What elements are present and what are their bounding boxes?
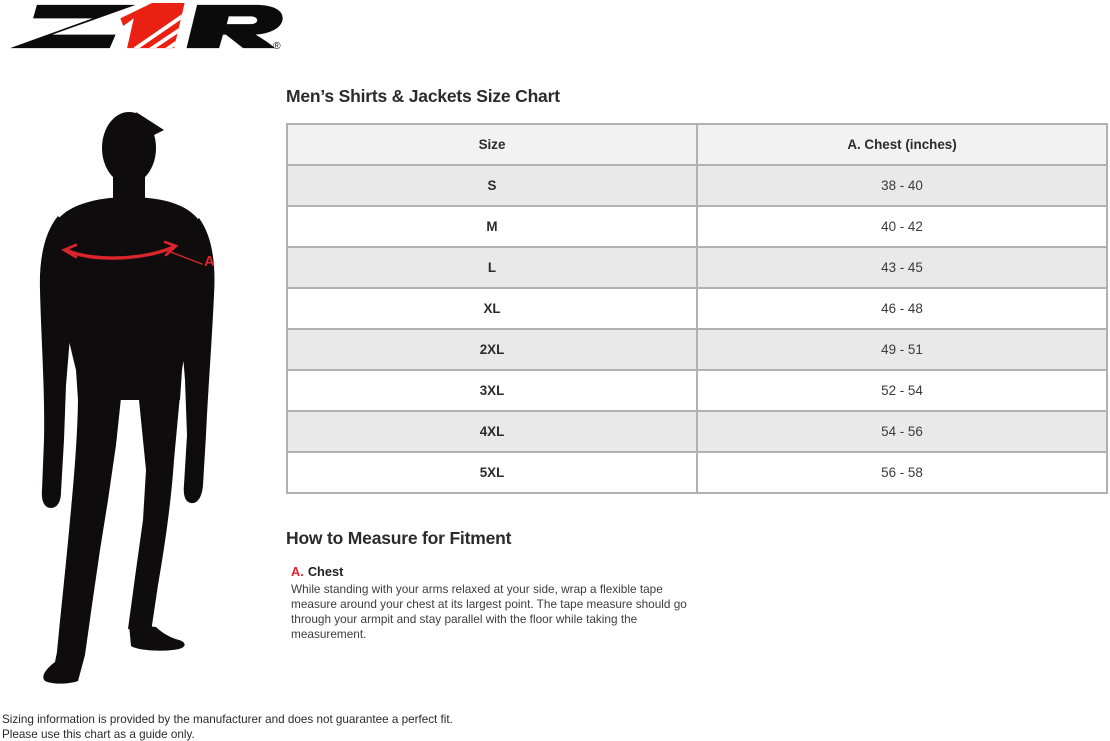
size-cell: 2XL <box>287 329 697 370</box>
page-title: Men’s Shirts & Jackets Size Chart <box>286 86 560 106</box>
z1r-logo-graphic <box>8 3 296 50</box>
z1r-logo <box>8 3 296 50</box>
chest-cell: 54 - 56 <box>697 411 1107 452</box>
size-cell: 4XL <box>287 411 697 452</box>
logo-letter-z <box>10 5 136 48</box>
measure-letter: A. <box>291 564 304 579</box>
chest-cell: 49 - 51 <box>697 329 1107 370</box>
measure-item-heading <box>291 564 1108 580</box>
table-row <box>287 247 1107 288</box>
column-header-size: Size <box>287 124 697 165</box>
size-cell: M <box>287 206 697 247</box>
chest-cell: 46 - 48 <box>697 288 1107 329</box>
table-row <box>287 329 1107 370</box>
male-silhouette <box>0 100 280 700</box>
measure-name: Chest <box>307 564 344 579</box>
disclaimer <box>2 713 453 741</box>
table-row <box>287 370 1107 411</box>
size-chart-table <box>286 123 1108 494</box>
chest-cell: 52 - 54 <box>697 370 1107 411</box>
table-header-row <box>287 124 1107 165</box>
table-row <box>287 452 1107 493</box>
registered-trademark-icon: ® <box>272 40 281 50</box>
column-header-chest: A. Chest (inches) <box>697 124 1107 165</box>
disclaimer-line-2: Please use this chart as a guide only. <box>2 727 195 741</box>
logo-letter-r <box>187 5 283 48</box>
size-cell: 3XL <box>287 370 697 411</box>
table-row <box>287 165 1107 206</box>
table-row <box>287 411 1107 452</box>
size-cell: 5XL <box>287 452 697 493</box>
table-row <box>287 288 1107 329</box>
main-content <box>286 86 1108 642</box>
chest-cell: 56 - 58 <box>697 452 1107 493</box>
table-row <box>287 206 1107 247</box>
measure-description: While standing with your arms relaxed at your side, wrap a flexible tape measure around your chest at its largest point. The tape measure should go through your armpit and stay parallel with the floor while taking the measurement. <box>291 582 687 641</box>
chest-cell: 38 - 40 <box>697 165 1107 206</box>
measure-item-chest <box>291 564 1108 642</box>
figure-chest-label: A <box>204 253 216 270</box>
chest-cell: 43 - 45 <box>697 247 1107 288</box>
chest-cell: 40 - 42 <box>697 206 1107 247</box>
size-cell: XL <box>287 288 697 329</box>
how-to-measure-title: How to Measure for Fitment <box>286 528 512 548</box>
measurement-figure <box>0 100 280 700</box>
logo-numeral-1 <box>120 3 184 48</box>
size-cell: L <box>287 247 697 288</box>
size-cell: S <box>287 165 697 206</box>
disclaimer-line-1: Sizing information is provided by the manufacturer and does not guarantee a perfect fit. <box>2 713 453 726</box>
